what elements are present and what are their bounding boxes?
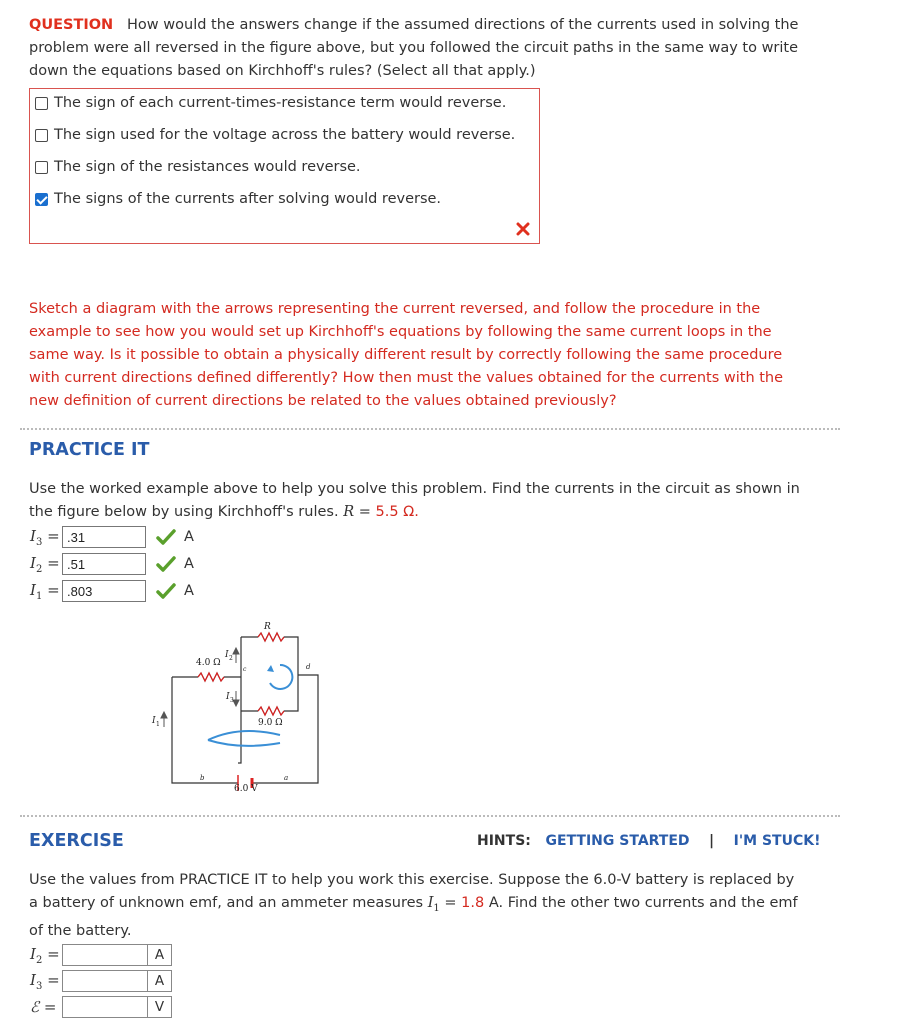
r-value: 5.5 Ω. <box>375 504 419 520</box>
i2-input[interactable]: .51 <box>62 553 146 575</box>
label-9ohm: 9.0 Ω <box>258 718 283 728</box>
label-4ohm: 4.0 Ω <box>196 658 221 668</box>
im-stuck-link[interactable]: I'M STUCK! <box>733 833 821 849</box>
option-1[interactable]: The sign of each current-times-resistance term would reverse. <box>35 93 506 113</box>
checkmark-icon <box>156 529 176 545</box>
label-a: a <box>284 774 289 782</box>
i3-input[interactable]: .31 <box>62 526 146 548</box>
circuit-diagram <box>140 615 340 800</box>
x-mark-icon <box>516 222 530 236</box>
checkbox-4-checked[interactable] <box>35 193 48 206</box>
exercise-row-emf: ℰ = V <box>30 995 172 1019</box>
hints-bar: HINTS: GETTING STARTED | I'M STUCK! <box>477 833 821 849</box>
label-i1: I <box>152 716 156 726</box>
label-b: b <box>200 774 205 782</box>
exercise-emf-input[interactable] <box>62 996 148 1018</box>
divider-2 <box>20 815 840 817</box>
label-battery: 6.0 V <box>234 784 258 794</box>
exercise-row-i3: $I_3$ = A <box>30 969 172 993</box>
loop-arrow-icon <box>270 665 292 689</box>
getting-started-link[interactable]: GETTING STARTED <box>545 833 690 849</box>
exercise-i3-input[interactable] <box>62 970 148 992</box>
option-4[interactable]: The signs of the currents after solving would reverse. <box>35 189 441 209</box>
label-r: R <box>264 622 271 632</box>
checkmark-icon <box>156 556 176 572</box>
practice-title: PRACTICE IT <box>29 440 150 460</box>
svg-text:1: 1 <box>156 721 160 728</box>
exercise-row-i2: $I_2$ = A <box>30 943 172 967</box>
checkbox-1[interactable] <box>35 97 48 110</box>
option-2[interactable]: The sign used for the voltage across the battery would reverse. <box>35 125 515 145</box>
svg-text:3: 3 <box>230 697 234 704</box>
label-d: d <box>306 663 311 671</box>
question-label: QUESTION <box>29 17 114 33</box>
divider-1 <box>20 428 840 430</box>
answer-row-i1: $I_1$ = .803 A <box>30 580 194 602</box>
answer-row-i3: $I_3$ = .31 A <box>30 526 194 548</box>
exercise-i2-input[interactable] <box>62 944 148 966</box>
i1-measured-value: 1.8 <box>461 895 485 911</box>
i1-input[interactable]: .803 <box>62 580 146 602</box>
question-text: QUESTION How would the answers change if the assumed directions of the currents used in solving the problem were all reversed in the figure above, but you followed the circuit paths in the same way to write down the equations based on Kirchhoff's rules? (Select all that apply.) <box>29 17 799 79</box>
exercise-title: EXERCISE <box>29 831 124 851</box>
option-3[interactable]: The sign of the resistances would reverse. <box>35 157 361 177</box>
answer-row-i2: $I_2$ = .51 A <box>30 553 194 575</box>
label-c: c <box>243 666 247 673</box>
exercise-text: Use the values from PRACTICE IT to help you work this exercise. Suppose the 6.0-V battery is replaced by a battery of unknown emf, and an ammeter measures $I_1 = 1.8$ A. Find the other two currents and the emf of the battery. <box>29 872 798 939</box>
svg-text:2: 2 <box>229 655 233 662</box>
label-i3: I <box>226 692 230 702</box>
options-box <box>29 88 540 244</box>
checkbox-2[interactable] <box>35 129 48 142</box>
feedback-text: Sketch a diagram with the arrows representing the current reversed, and follow the procedure in the example to see how you would set up Kirchhoff's equations by following the same current loops in the same way. Is it possible to obtain a physically different result by correctly following the same procedure with current directions defined differently? How then must the values obtained for the currents with the new definition of current directions be related to the values obtained previously? <box>29 301 784 409</box>
checkbox-3[interactable] <box>35 161 48 174</box>
label-i2: I <box>225 650 229 660</box>
practice-text: Use the worked example above to help you solve this problem. Find the currents in the circuit as shown in the figure below by using Kirchhoff's rules. R = 5.5 Ω. <box>29 481 800 520</box>
checkmark-icon <box>156 583 176 599</box>
